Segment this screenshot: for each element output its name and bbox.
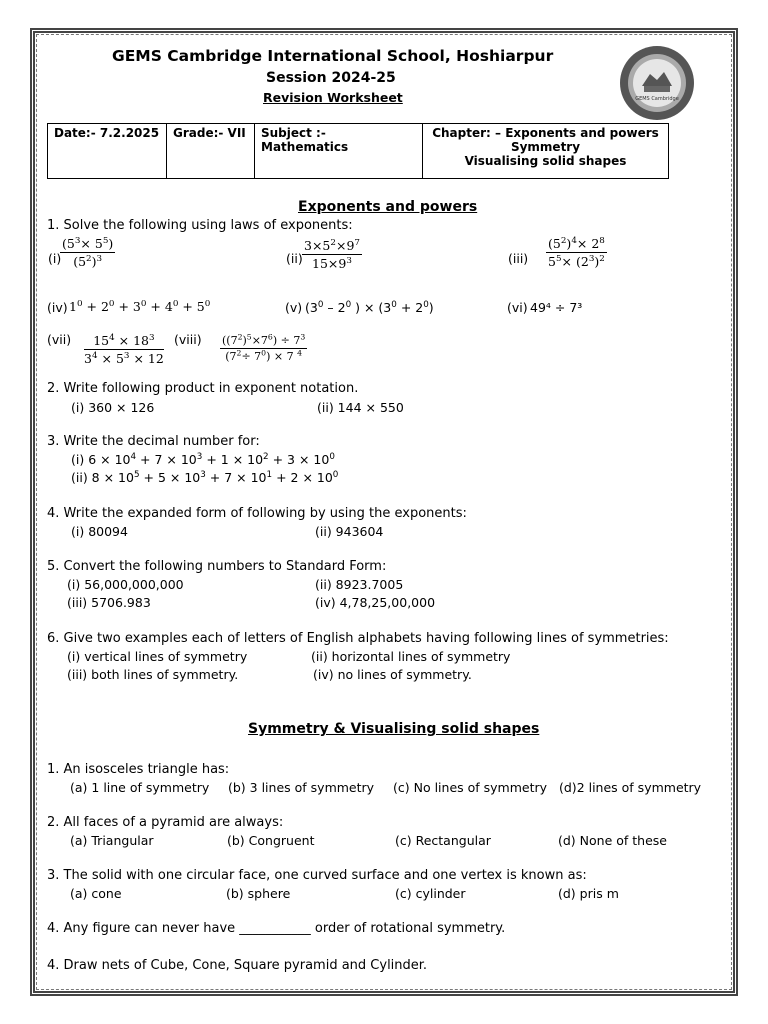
q6-part-i: (i) vertical lines of symmetry — [67, 649, 248, 664]
label-i: (i) — [48, 251, 62, 266]
date-cell: Date:- 7.2.2025 — [48, 124, 167, 179]
question-6: 6. Give two examples each of letters of English alphabets having following lines of symmetries: — [47, 631, 669, 646]
q5-part-i: (i) 56,000,000,000 — [67, 577, 184, 592]
chapter-line: Symmetry — [510, 140, 581, 154]
mcq-3-a: (a) cone — [70, 886, 122, 901]
expr-ii: $\frac{3\times 5^2\times 9^7}{15\times 9^3}$ — [304, 237, 360, 271]
expr-vii: $\frac{15^4 \times 18^3}{3^4 \times 5^3 \times 12}$ — [84, 332, 164, 366]
expr-v: ($3^0 - 2^0$ ) × $(3^0 + 2^0)$ — [305, 299, 434, 315]
expr-iv: $1^0 + 2^0 + 3^0 + 4^0 + 5^0$ — [69, 298, 211, 314]
session: Session 2024-25 — [266, 70, 396, 86]
q2-part-ii: (ii) 144 × 550 — [317, 400, 404, 415]
question-2: 2. Write following product in exponent notation. — [47, 381, 359, 396]
mcq-2-b: (b) Congruent — [227, 833, 315, 848]
subject-cell: Subject :- Mathematics — [255, 124, 423, 179]
chapter-line: Visualising solid shapes — [464, 154, 627, 168]
section-heading: Exponents and powers — [298, 199, 478, 215]
q5-part-ii: (ii) 8923.7005 — [315, 577, 404, 592]
mcq-1-b: (b) 3 lines of symmetry — [228, 780, 375, 795]
q5-part-iii: (iii) 5706.983 — [67, 595, 151, 610]
mcq-3-c: (c) cylinder — [395, 886, 466, 901]
expr-i: $\frac{(5^3\times 5^5)}{(5^2)^3}$ — [62, 235, 114, 269]
mcq-1-c: (c) No lines of symmetry — [393, 780, 548, 795]
mcq-1: 1. An isosceles triangle has: — [47, 762, 230, 777]
mcq-1-a: (a) 1 line of symmetry — [70, 780, 210, 795]
label-ii: (ii) — [286, 251, 303, 266]
question-5: 5. Convert the following numbers to Standard Form: — [47, 559, 387, 574]
mcq-2-d: (d) None of these — [558, 833, 667, 848]
mcq-3: 3. The solid with one circular face, one curved surface and one vertex is known as: — [47, 868, 587, 883]
mcq-2: 2. All faces of a pyramid are always: — [47, 815, 284, 830]
label-iii: (iii) — [508, 251, 529, 266]
question-fill-blank: 4. Any figure can never have ___________ order of rotational symmetry. — [47, 921, 506, 936]
label-v: (v) — [285, 300, 303, 315]
q4-part-ii: (ii) 943604 — [315, 524, 384, 539]
expr-vi: 49⁴ ÷ 7³ — [530, 300, 583, 315]
mcq-1-d: (d)2 lines of symmetry — [559, 780, 702, 795]
q6-part-iii: (iii) both lines of symmetry. — [67, 667, 239, 682]
question-4: 4. Write the expanded form of following by using the exponents: — [47, 506, 467, 521]
label-viii: (viii) — [174, 332, 202, 347]
q3-part-i: (i) $6 \times 10^4 + 7 \times 10^3 + 1 \times 10^2 + 3 \times 10^0$ — [71, 451, 335, 467]
expr-viii: $\frac{((7^2)^5\times 7^6) \div 7^3}{(7^2\div 7^0) \times 7 ^4}$ — [222, 332, 306, 363]
worksheet-title: Revision Worksheet — [263, 90, 403, 105]
mcq-3-d: (d) pris m — [558, 886, 619, 901]
q2-part-i: (i) 360 × 126 — [71, 400, 155, 415]
q3-part-ii: (ii) $8 \times 10^5 + 5 \times 10^3 + 7 \times 10^1 + 2 \times 10^0$ — [71, 469, 339, 485]
mcq-2-a: (a) Triangular — [70, 833, 154, 848]
q5-part-iv: (iv) 4,78,25,00,000 — [315, 595, 436, 610]
q6-part-iv: (iv) no lines of symmetry. — [313, 667, 472, 682]
question-1: 1. Solve the following using laws of exponents: — [47, 218, 353, 233]
chapter-cell — [423, 124, 669, 179]
mcq-2-c: (c) Rectangular — [395, 833, 491, 848]
school-seal-icon — [618, 44, 696, 122]
seal-text: GEMS Cambridge — [635, 96, 679, 102]
q6-part-ii: (ii) horizontal lines of symmetry — [311, 649, 511, 664]
expr-iii: $\frac{(5^2)^4\times 2^8}{5^5\times (2^3)^2}$ — [548, 235, 605, 269]
q4-part-i: (i) 80094 — [71, 524, 128, 539]
grade-cell: Grade:- VII — [167, 124, 255, 179]
label-iv: (iv) — [47, 300, 68, 315]
label-vii: (vii) — [47, 332, 72, 347]
question-draw-nets: 4. Draw nets of Cube, Cone, Square pyramid and Cylinder. — [47, 958, 428, 973]
school-name: GEMS Cambridge International School, Hoshiarpur — [112, 47, 554, 65]
section-heading: Symmetry & Visualising solid shapes — [248, 721, 540, 737]
question-3: 3. Write the decimal number for: — [47, 434, 260, 449]
chapter-line: Chapter: – Exponents and powers — [432, 126, 659, 140]
label-vi: (vi) — [507, 300, 528, 315]
mcq-3-b: (b) sphere — [226, 886, 291, 901]
info-table — [47, 123, 669, 179]
